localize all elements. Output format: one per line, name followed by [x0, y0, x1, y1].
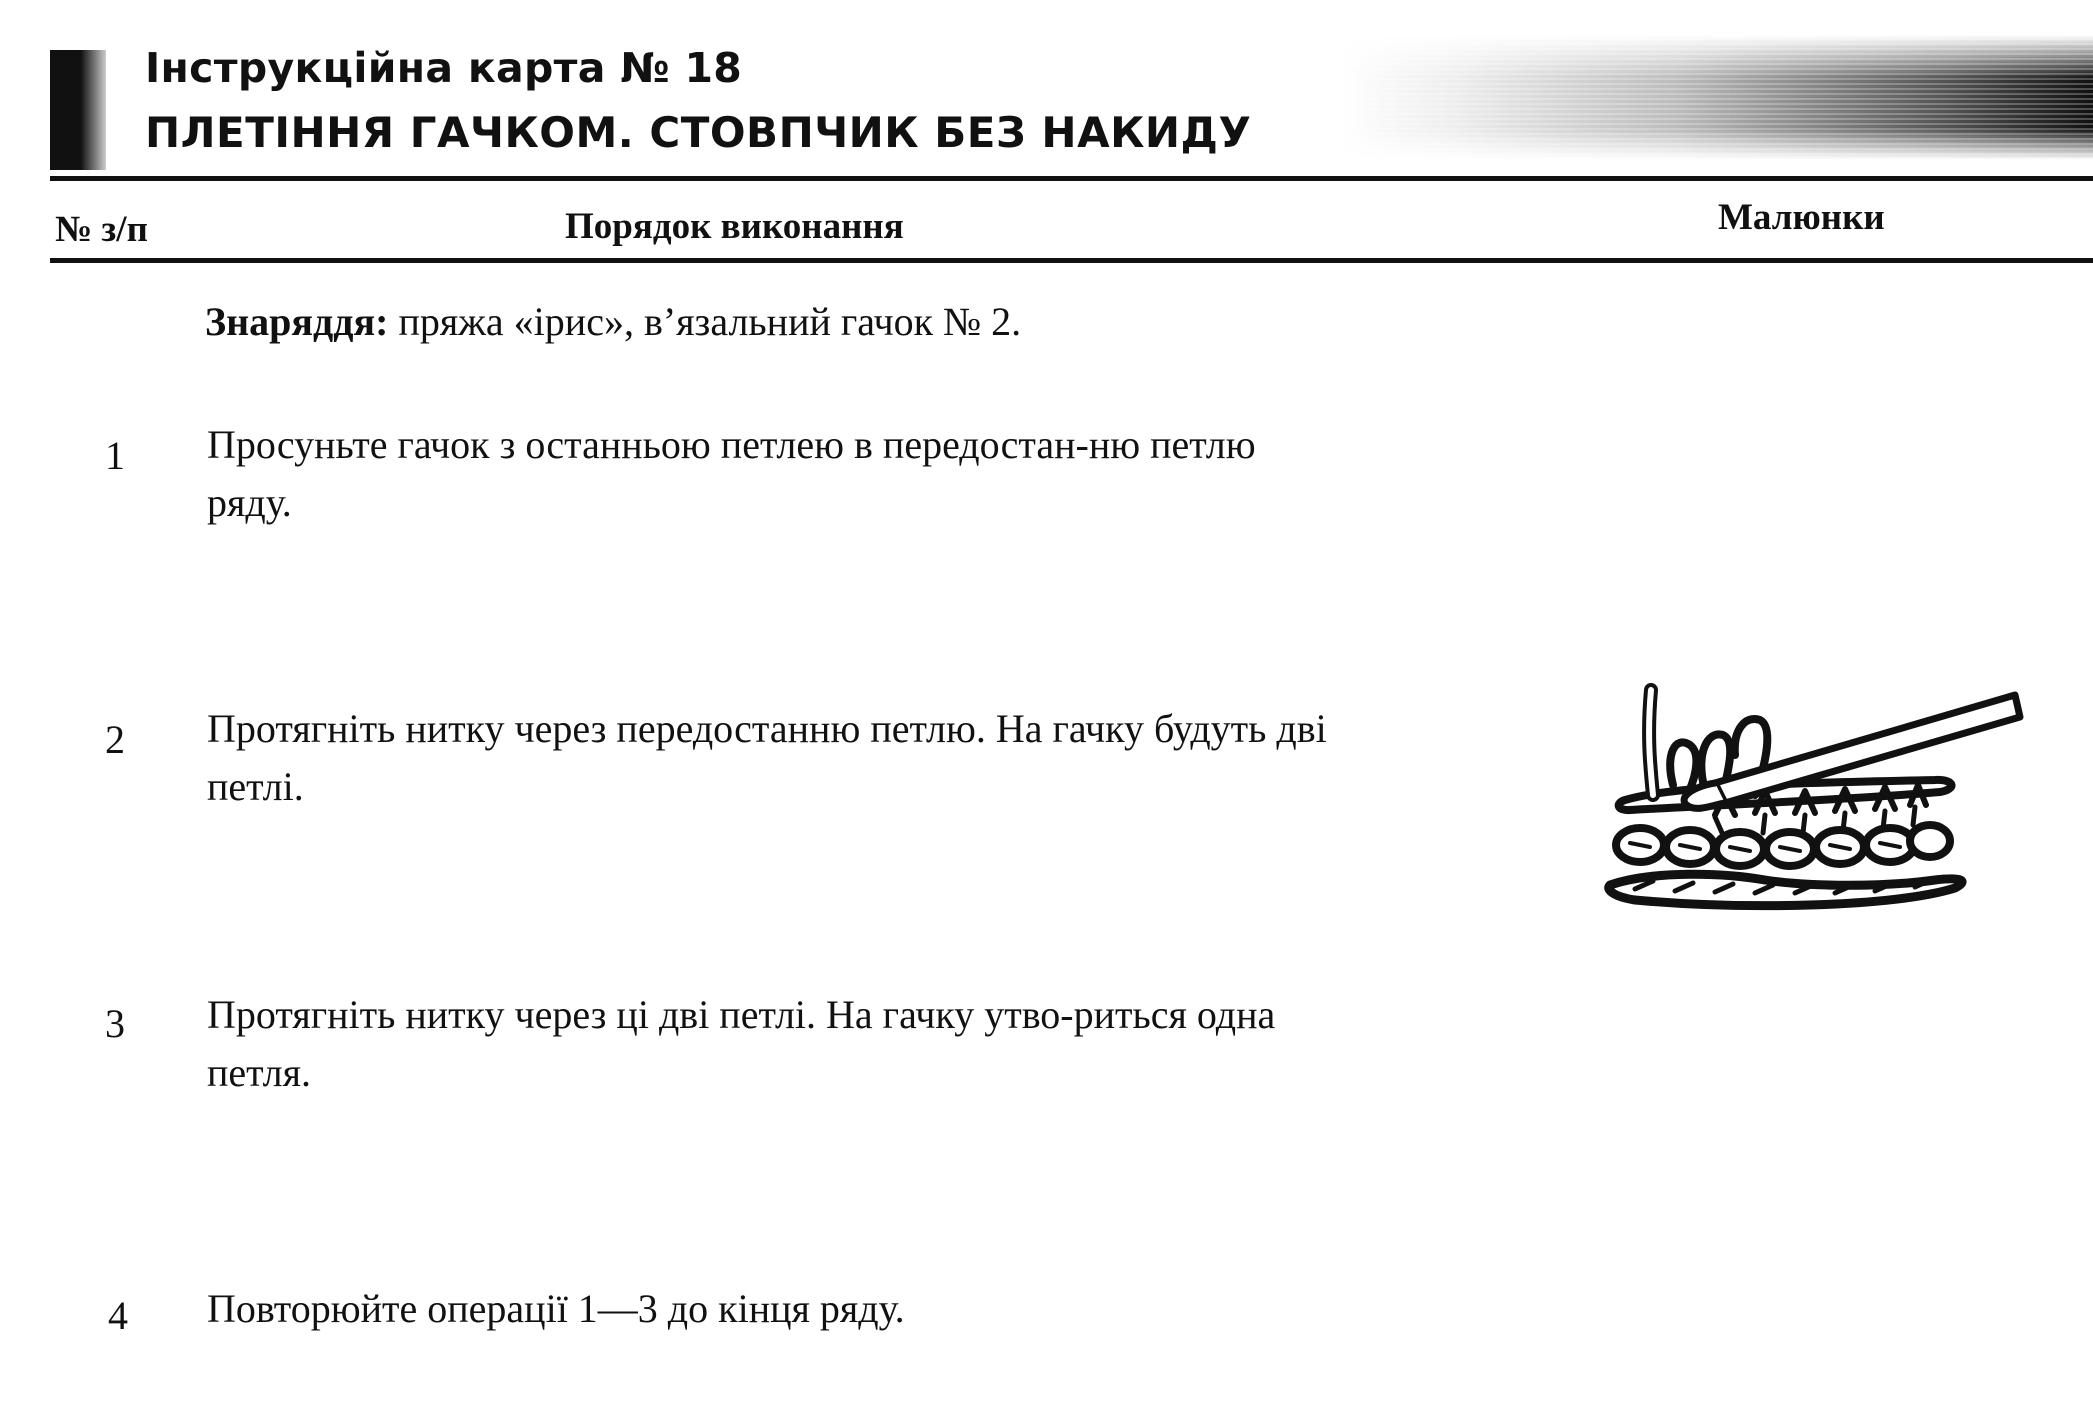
card-number: Інструкційна карта № 18 [145, 44, 743, 92]
card-title: ПЛЕТІННЯ ГАЧКОМ. СТОВПЧИК БЕЗ НАКИДУ [145, 108, 1252, 157]
tools-label: Знаряддя: [205, 299, 389, 344]
step-number: 1 [105, 433, 125, 478]
column-header-number: № з/п [55, 209, 148, 250]
step-number: 2 [105, 717, 125, 762]
column-header-order: Порядок виконання [565, 206, 904, 247]
step-number: 3 [105, 1001, 125, 1046]
table-header-rule [50, 258, 2093, 263]
step-number: 4 [108, 1293, 128, 1338]
tools-text: пряжа «ірис», в’язальний гачок № 2. [388, 299, 1022, 344]
column-header-pictures: Малюнки [1718, 197, 1885, 238]
header-rule [50, 176, 2093, 181]
crochet-hook-stitch-icon [1595, 675, 2025, 925]
step-text: Протягніть нитку через ці дві петлі. На гачку утво-риться одна петля. [207, 992, 1276, 1095]
header-gradient-stripe [1340, 35, 2093, 160]
step-text: Протягніть нитку через передостанню петлю. На гачку будуть дві петлі. [207, 706, 1327, 809]
step-text: Просуньте гачок з останньою петлею в передостан-ню петлю ряду. [207, 422, 1256, 525]
tools-line [205, 298, 1021, 345]
step-text: Повторюйте операції 1—3 до кінця ряду. [207, 1286, 905, 1331]
header-accent-bar [50, 50, 106, 170]
